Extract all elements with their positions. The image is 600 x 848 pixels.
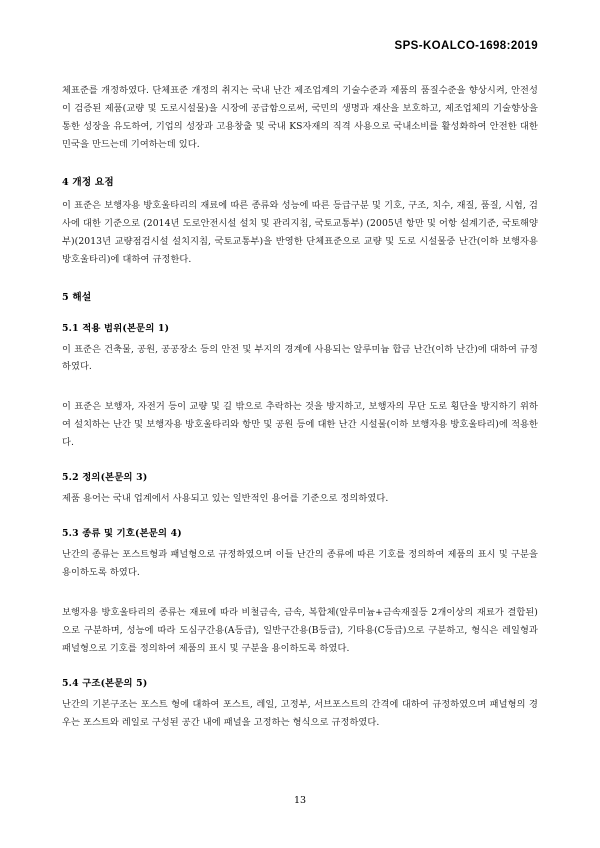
page-footer [0,795,600,806]
page-header [62,40,538,52]
subsection-5-1-title: 5.1 적용 범위(본문의 1) [62,322,170,334]
subsection-5-2-paragraph-1: 제품 용어는 국내 업계에서 사용되고 있는 일반적인 용어를 기준으로 정의하였다. [62,493,389,505]
subsection-5-3-title: 5.3 종류 및 기호(본문의 4) [62,528,182,540]
section-4-paragraph: 이 표준은 보행자용 방호울타리의 재료에 따른 종류와 성능에 따른 등급구분 및 기호, 구조, 치수, 재질, 품질, 시험, 검사에 대한 기준으로 (2014년 도로안전시설 설치 및 관리지침, 국토교통부) (2005년 항만 및 어항 설계기준, 국토해양부)(2013년 교량점검시설 설치지침, 국토교통부)을 반영한 단체표준으로 교량 및 도로 시설물중 난간(이하 보행자용 방호울타리)에 대하여 규정한다. [62,199,538,265]
subsection-5-3-paragraph-2: 보행자용 방호울타리의 종류는 재료에 따라 비철금속, 금속, 복합체(알루미늄+금속재질등 2개이상의 재료가 결합된)으로 구분하며, 성능에 따라 도심구간용(A등급), 일반구간용(B등급), 기타용(C등급)으로 구분하고, 형식은 레일형과 패널형으로 기호를 정의하여 제품의 표시 및 구분을 용이하도록 하였다. [62,607,538,654]
subsection-5-2-title: 5.2 정의(본문의 3) [62,472,148,484]
standard-id: SPS-KOALCO-1698:2019 [394,40,538,52]
paragraph-spacer [62,595,538,604]
subsection-5-1-paragraph-1: 이 표준은 건축물, 공원, 공공장소 등의 안전 및 부지의 경계에 사용되는 알루미늄 합금 난간(이하 난간)에 대하여 규정하였다. [62,343,538,373]
section-5-title: 5 해설 [62,291,92,303]
paragraph-spacer [62,389,538,398]
page-number: 13 [293,795,307,806]
subsection-5-3-paragraph-1: 난간의 종류는 포스트형과 패널형으로 규정하였으며 이들 난간의 종류에 따른 기호를 정의하여 제품의 표시 및 구분을 용이하도록 하였다. [62,549,538,579]
section-4-title: 4 개정 요점 [62,176,114,188]
intro-paragraph: 체표준를 개정하였다. 단체표준 개정의 취지는 국내 난간 제조업계의 기술수준과 제품의 품질수준을 향상시켜, 안전성이 검증된 제품(교량 및 도로시설물)을 시장에 공급함으로써, 국민의 생명과 재산을 보호하고, 제조업체의 기술향상을 통한 성장을 유도하여, 기업의 성장과 고용창출 및 국내 KS자재의 직격 사용으로 국내소비를 활성화하여 안전한 대한민국을 만드는데 기여하는데 있다. [62,85,538,150]
subsection-5-1-paragraph-2: 이 표준은 보행자, 자전거 등이 교량 및 길 밖으로 추락하는 것을 방지하고, 보행자의 무단 도로 횡단을 방지하기 위하여 설치하는 난간 및 보행자용 방호울타리와 항만 및 공원 등에 대한 난간 시설물(이하 보행자용 방호울타리)에 적용한다. [62,401,538,449]
subsection-5-4-paragraph-1: 난간의 기본구조는 포스트 형에 대하여 포스트, 레일, 고정부, 서브포스트의 간격에 대하여 규정하였으며 패널형의 경우는 포스트와 레일로 구성된 공간 내에 패널을 고정하는 형식으로 규정하였다. [62,698,538,728]
subsection-5-4-title: 5.4 구조(본문의 5) [62,677,148,689]
